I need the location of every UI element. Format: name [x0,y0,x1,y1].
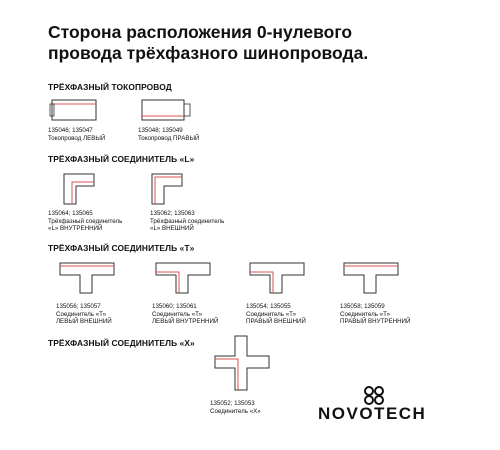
track-left-code: 135046; 135047 [48,127,93,134]
l-outer-code: 135062; 135063 [150,210,195,217]
l-inner-diagram [62,172,96,206]
section-heading-l: ТРЁХФАЗНЫЙ СОЕДИНИТЕЛЬ «L» [48,154,195,164]
svg-text:NOVOTECH: NOVOTECH [318,404,427,423]
track-right-diagram [140,98,192,122]
t-left-outer-diagram [58,261,116,295]
t-left-inner-desc-1: Соединитель «Т» [152,310,203,318]
page-title [48,22,488,64]
t-left-inner-caption [152,303,218,326]
t-right-outer-caption [246,303,306,326]
section-heading-t: ТРЁХФАЗНЫЙ СОЕДИНИТЕЛЬ «Т» [48,243,195,253]
brand-logo [318,386,458,426]
x-connector-diagram [213,334,271,392]
track-left-caption [48,127,105,142]
t-left-inner-diagram [154,261,212,295]
novotech-logo-mark [318,386,458,426]
track-left-desc: Токопровод ЛЕВЫЙ [48,134,106,142]
x-connector-desc: Соединитель «Х» [210,407,261,415]
t-right-outer-diagram [248,261,306,295]
t-right-outer-desc-2: ПРАВЫЙ ВНЕШНИЙ [246,318,306,326]
t-right-inner-desc-1: Соединитель «Т» [340,310,391,318]
x-connector-caption [210,400,261,415]
t-left-outer-code: 135056; 135057 [56,303,101,310]
track-right-code: 135048; 135049 [138,127,183,134]
t-right-outer-desc-1: Соединитель «Т» [246,310,297,318]
title-line-1: Сторона расположения 0-нулевого [48,22,353,42]
l-outer-caption [150,210,224,233]
section-heading-track: ТРЁХФАЗНЫЙ ТОКОПРОВОД [48,82,172,92]
t-right-inner-code: 135058; 135059 [340,303,385,310]
section-heading-x: ТРЁХФАЗНЫЙ СОЕДИНИТЕЛЬ «Х» [48,338,195,348]
t-right-inner-caption [340,303,410,326]
track-left-diagram [50,98,98,122]
l-outer-desc-2: «L» ВНЕШНИЙ [150,225,194,233]
l-inner-caption [48,210,122,233]
l-outer-diagram [150,172,184,206]
track-right-desc: Токопровод ПРАВЫЙ [138,134,200,142]
t-left-inner-desc-2: ЛЕВЫЙ ВНУТРЕННИЙ [152,318,219,326]
t-left-inner-code: 135060; 135061 [152,303,197,310]
track-right-caption [138,127,199,142]
x-connector-code: 135052; 135053 [210,400,255,407]
title-line-2: провода трёхфазного шинопровода. [48,43,369,63]
t-left-outer-caption [56,303,112,326]
t-left-outer-desc-1: Соединитель «Т» [56,310,107,318]
l-outer-desc-1: Трёхфазный соединитель [150,217,225,225]
l-inner-desc-1: Трёхфазный соединитель [48,217,123,225]
l-inner-desc-2: «L» ВНУТРЕННИЙ [48,225,103,233]
t-right-inner-desc-2: ПРАВЫЙ ВНУТРЕННИЙ [340,318,411,326]
t-right-inner-diagram [342,261,400,295]
t-left-outer-desc-2: ЛЕВЫЙ ВНЕШНИЙ [56,318,112,326]
l-inner-code: 135064; 135065 [48,210,93,217]
t-right-outer-code: 135054; 135055 [246,303,291,310]
